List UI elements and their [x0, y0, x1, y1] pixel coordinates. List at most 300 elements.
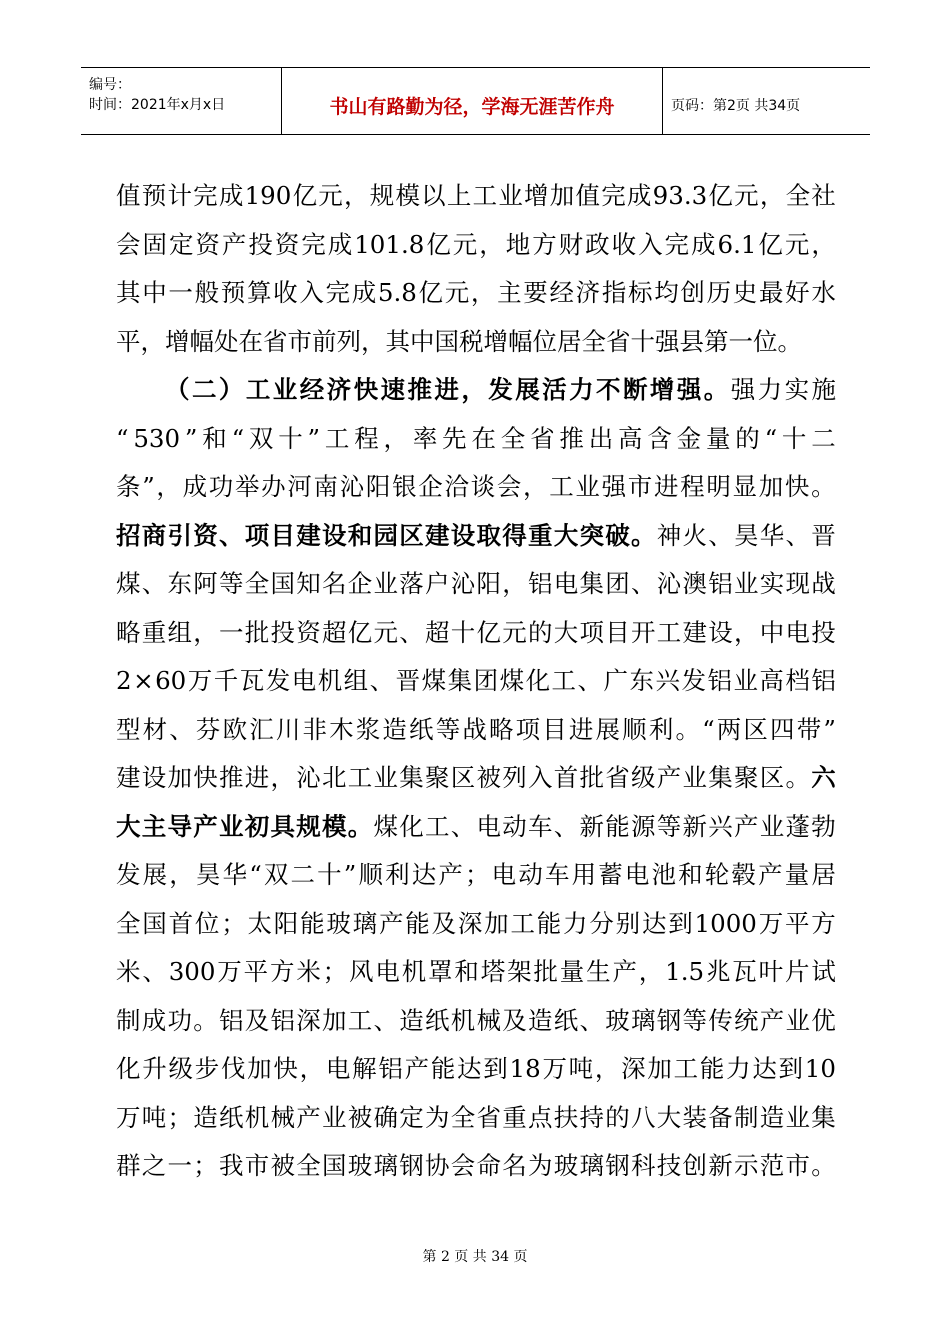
char: 能: [300, 908, 325, 938]
char: 资: [296, 617, 321, 647]
char: 组: [343, 666, 369, 695]
char: ，: [140, 326, 165, 356]
char: 产: [759, 1005, 785, 1035]
char: 产: [438, 860, 463, 889]
char: 量: [559, 957, 585, 986]
char: 利: [385, 860, 410, 889]
char: 到: [483, 1054, 508, 1083]
char: 铝: [378, 1054, 403, 1083]
char: 玻: [553, 1151, 579, 1180]
char: 塔: [480, 957, 506, 986]
char: 新: [708, 1151, 733, 1180]
char: 国: [434, 326, 459, 356]
char: 玻: [326, 908, 351, 938]
char: 示: [734, 1151, 759, 1180]
char: 名: [322, 569, 347, 598]
bold-char: 大: [116, 811, 141, 841]
char: 历: [706, 278, 732, 307]
char: 能: [605, 811, 630, 841]
char: 用: [571, 860, 597, 889]
char: 升: [142, 1054, 167, 1083]
char: 业: [682, 763, 707, 792]
char: 聚: [425, 763, 450, 792]
char: 分: [589, 908, 614, 938]
bold-char: 重: [528, 520, 553, 550]
char: 欧: [222, 714, 248, 744]
char: 科: [631, 1151, 656, 1180]
char: 亿: [418, 278, 444, 307]
char: 条: [116, 472, 141, 501]
char: 5.8: [377, 278, 417, 307]
char: 亿: [708, 181, 733, 210]
char: 煤: [116, 569, 141, 598]
char: 工: [656, 617, 682, 647]
bold-char: 建: [296, 520, 321, 550]
char: 璃: [373, 1151, 398, 1180]
char: 机: [244, 1102, 270, 1132]
char: 成: [351, 278, 377, 307]
char: 造: [528, 1005, 553, 1035]
char: 产: [758, 860, 783, 889]
char: 先: [442, 423, 467, 453]
text-line: [116, 609, 836, 658]
char: 以: [421, 181, 446, 210]
char: 和: [454, 957, 479, 986]
char: 增: [524, 181, 549, 210]
char: 造: [193, 1102, 218, 1132]
char: ；: [193, 1151, 218, 1180]
char: 规: [369, 181, 395, 210]
char: 1000: [694, 908, 757, 938]
char: 经: [549, 278, 574, 307]
header-meta-cell: [81, 68, 282, 134]
char: 企: [347, 569, 373, 598]
char: 。: [675, 714, 700, 744]
char: 兴: [708, 811, 733, 841]
char: 区: [743, 714, 768, 744]
char: 实: [759, 569, 785, 598]
char: 开: [631, 617, 656, 647]
char: 等: [435, 714, 461, 744]
char: ；: [322, 957, 348, 986]
char: 材: [142, 714, 168, 744]
char: 业: [785, 1005, 810, 1035]
char: 点: [528, 1102, 553, 1132]
char: ；: [465, 860, 490, 889]
char: 增: [165, 326, 190, 356]
char: 铝: [270, 1005, 295, 1035]
char: 伐: [220, 1054, 246, 1083]
char: 完: [301, 229, 326, 259]
bold-char: 商: [141, 520, 167, 550]
char: 。: [193, 1005, 218, 1035]
char: 93.3: [652, 181, 708, 210]
char: 南: [313, 472, 339, 501]
char: 产: [296, 1102, 321, 1132]
char: 昊: [734, 520, 759, 550]
char: 、: [373, 1005, 398, 1035]
text-line: [116, 269, 836, 318]
char: 的: [605, 1102, 630, 1132]
char: 方: [811, 908, 836, 938]
char: 集: [447, 666, 473, 695]
bold-char: 六: [811, 763, 836, 792]
char: 纸: [219, 1102, 244, 1132]
char: 别: [615, 908, 641, 938]
char: 力: [757, 375, 783, 404]
char: 集: [579, 569, 604, 598]
char: ，: [193, 617, 218, 647]
char: ；: [221, 908, 246, 938]
char: 太: [247, 908, 272, 938]
char: 械: [476, 1005, 501, 1035]
char: 市: [287, 326, 312, 356]
char: 方: [532, 229, 557, 259]
char: 一: [168, 278, 193, 307]
char: 源: [631, 811, 656, 841]
char: 化: [525, 666, 551, 695]
char: 略: [116, 617, 141, 647]
char: 电: [325, 1054, 351, 1083]
char: 知: [296, 569, 321, 598]
char: 全: [581, 326, 606, 356]
char: 集: [811, 1102, 836, 1132]
char: 快: [784, 472, 810, 501]
char: 中: [759, 617, 785, 647]
char: ，: [470, 278, 496, 307]
char: 超: [322, 617, 347, 647]
char: 省: [476, 1102, 501, 1132]
char: 财: [558, 229, 584, 259]
char: 成: [141, 1005, 167, 1035]
char: 名: [502, 1151, 527, 1180]
char: 快: [193, 763, 218, 792]
char: 批: [533, 957, 558, 986]
char: 协: [425, 1151, 450, 1180]
char: 铝: [708, 569, 733, 598]
char: 聚: [734, 763, 759, 792]
char: 深: [621, 1054, 646, 1083]
text-line: [116, 706, 836, 755]
char: 集: [708, 763, 733, 792]
char: 瓦: [239, 666, 265, 695]
char: “: [231, 423, 245, 453]
text-line: [116, 997, 836, 1046]
char: 上: [446, 181, 472, 210]
char: 省: [605, 763, 630, 792]
bold-char: 济: [326, 375, 352, 404]
char: ，: [270, 763, 295, 792]
char: 第: [704, 326, 729, 356]
char: 率: [412, 423, 438, 453]
time-label: 时间：2021年x月x日: [89, 97, 226, 113]
char: 煤: [499, 666, 525, 695]
char: 平: [784, 908, 810, 938]
char: 利: [648, 714, 674, 744]
char: 等: [656, 811, 682, 841]
char: ”: [307, 423, 321, 453]
char: 吨: [141, 1102, 167, 1132]
char: ，: [344, 181, 369, 210]
char: 集: [399, 763, 424, 792]
char: 兴: [655, 666, 680, 695]
char: 重: [141, 617, 167, 647]
char: 十: [450, 617, 476, 647]
char: 中: [410, 326, 435, 356]
char: 河: [287, 472, 312, 501]
text-line: [116, 512, 836, 561]
char: 双: [248, 423, 274, 453]
char: 推: [219, 763, 244, 792]
char: 璃: [631, 1005, 656, 1035]
char: 成: [218, 181, 244, 210]
char: ，: [383, 423, 409, 453]
char: 轮: [704, 860, 730, 889]
char: 产: [734, 811, 759, 841]
char: 地: [505, 229, 531, 259]
text-line: [116, 172, 836, 221]
char: 及: [431, 908, 457, 938]
char: 蓬: [785, 811, 810, 841]
char: 扶: [553, 1102, 579, 1132]
char: 加: [322, 1005, 347, 1035]
char: 群: [116, 1151, 141, 1180]
char: ×: [133, 666, 154, 695]
char: 我: [219, 1151, 244, 1180]
bold-char: 二: [191, 375, 217, 404]
bold-char: ，: [461, 375, 486, 404]
char: 列: [336, 326, 361, 356]
char: 完: [193, 181, 218, 210]
char: ”: [142, 472, 155, 501]
char: ，: [361, 326, 386, 356]
bold-char: 、: [219, 520, 244, 550]
char: 汇: [249, 714, 274, 744]
char: 。: [811, 1151, 836, 1180]
text-line: [116, 415, 836, 464]
bold-char: 活: [542, 375, 567, 404]
char: 、: [631, 569, 656, 598]
char: 在: [238, 326, 263, 356]
char: 济: [575, 278, 601, 307]
char: 万: [217, 957, 242, 986]
char: 火: [682, 520, 707, 550]
char: 加: [484, 908, 509, 938]
char: 最: [758, 278, 784, 307]
char: 施: [811, 375, 836, 404]
char: 创: [682, 1151, 707, 1180]
char: 、: [169, 714, 194, 744]
char: 北: [322, 763, 347, 792]
char: 能: [430, 1054, 456, 1083]
char: 建: [116, 763, 141, 792]
char: 深: [457, 908, 483, 938]
char: 101.8: [354, 229, 425, 259]
char: 产: [378, 908, 404, 938]
bold-char: 发: [488, 375, 513, 404]
char: 国: [142, 908, 167, 938]
char: 要: [523, 278, 548, 307]
char: 昊: [195, 860, 221, 889]
char: 列: [502, 763, 527, 792]
char: 好: [785, 278, 810, 307]
bold-char: 。: [703, 375, 729, 404]
char: 含: [647, 423, 672, 453]
char: 档: [785, 666, 810, 695]
text-line: [116, 463, 836, 512]
char: ，: [502, 569, 527, 598]
char: 团: [605, 569, 630, 598]
char: 被: [476, 763, 501, 792]
char: 铝: [811, 666, 836, 695]
char: 强: [730, 375, 756, 404]
char: 业: [734, 569, 759, 598]
bold-char: 规: [296, 811, 321, 841]
char: 目: [542, 714, 567, 744]
char: 级: [168, 1054, 193, 1083]
char: 阳: [476, 569, 501, 598]
char: 加: [549, 181, 575, 210]
char: 资: [274, 229, 300, 259]
char: 命: [476, 1151, 501, 1180]
char: 新: [579, 811, 604, 841]
char: 展: [142, 860, 168, 889]
header-page-cell: [663, 68, 870, 134]
char: 木: [329, 714, 354, 744]
char: 居: [557, 326, 582, 356]
char: 优: [811, 1005, 836, 1035]
bold-char: 大: [553, 520, 579, 550]
bold-char: 业: [272, 375, 298, 404]
char: 中: [142, 278, 167, 307]
char: ，: [734, 617, 759, 647]
char: ，: [156, 472, 181, 501]
bold-char: 强: [676, 375, 702, 404]
char: 目: [605, 617, 630, 647]
char: 省: [530, 423, 555, 453]
char: 阳: [365, 472, 391, 501]
bold-char: 项: [244, 520, 270, 550]
char: 备: [708, 1102, 733, 1132]
char: 、: [399, 617, 424, 647]
char: 华: [222, 860, 248, 889]
char: 铝: [528, 569, 553, 598]
char: 亿: [426, 229, 451, 259]
bold-char: 推: [407, 375, 432, 404]
char: 装: [682, 1102, 707, 1132]
char: “: [764, 423, 778, 453]
char: 项: [515, 714, 541, 744]
char: 千: [213, 666, 239, 695]
char: 大: [656, 1102, 682, 1132]
char: 芬: [195, 714, 221, 744]
char: 投: [270, 617, 295, 647]
text-line: [116, 1045, 836, 1094]
char: 机: [401, 957, 427, 986]
char: 沁: [296, 763, 321, 792]
char: 6.1: [717, 229, 757, 259]
char: 平: [116, 326, 141, 356]
char: 达: [752, 1054, 777, 1083]
char: 固: [142, 229, 167, 259]
char: 大: [553, 617, 579, 647]
bold-char: 。: [631, 520, 656, 550]
char: ，: [594, 1054, 620, 1083]
text-line: [116, 754, 836, 803]
char: 械: [270, 1102, 295, 1132]
char: 到: [668, 908, 693, 938]
char: 机: [317, 666, 343, 695]
text-line: [116, 318, 836, 367]
char: 持: [579, 1102, 604, 1132]
bold-char: 设: [450, 520, 476, 550]
char: 成: [182, 472, 208, 501]
char: 一: [219, 617, 244, 647]
char: ”: [343, 860, 357, 889]
char: 量: [784, 860, 810, 889]
char: 蓄: [598, 860, 623, 889]
char: 煤: [373, 811, 398, 841]
char: 户: [425, 569, 450, 598]
char: ”: [184, 423, 198, 453]
char: 投: [248, 229, 273, 259]
char: 定: [399, 1102, 424, 1132]
char: 进: [568, 714, 594, 744]
char: 前: [312, 326, 337, 356]
char: 组: [167, 617, 192, 647]
char: 发: [116, 860, 141, 889]
char: 定: [168, 229, 194, 259]
char: 企: [418, 472, 443, 501]
char: 重: [502, 1102, 527, 1132]
char: 业: [322, 1102, 347, 1132]
char: 指: [601, 278, 627, 307]
char: 值: [575, 181, 600, 210]
char: 产: [612, 957, 637, 986]
char: 、: [553, 811, 579, 841]
char: 业: [733, 666, 758, 695]
char: 税: [459, 326, 484, 356]
char: 元: [444, 278, 470, 307]
text-line: [116, 221, 836, 270]
char: 显: [732, 472, 758, 501]
char: 成: [626, 181, 652, 210]
char: 洽: [444, 472, 469, 501]
char: 叶: [758, 957, 784, 986]
char: 批: [244, 617, 270, 647]
text-line: [116, 657, 836, 706]
char: 制: [116, 1005, 141, 1035]
char: 澳: [682, 569, 707, 598]
char: 入: [299, 278, 324, 307]
char: 预: [141, 181, 167, 210]
char: 成: [327, 229, 353, 259]
char: 架: [507, 957, 532, 986]
char: 设: [708, 617, 733, 647]
char: 机: [450, 1005, 476, 1035]
char: 举: [234, 472, 260, 501]
char: 到: [778, 1054, 804, 1083]
char: 。: [811, 472, 836, 501]
char: 玻: [347, 1151, 373, 1180]
char: 亿: [292, 181, 318, 210]
char: 工: [347, 1005, 373, 1035]
char: 钢: [605, 1151, 630, 1180]
char: 二: [811, 423, 836, 453]
bold-char: 工: [245, 375, 271, 404]
char: 顺: [358, 860, 383, 889]
char: 双: [263, 860, 289, 889]
